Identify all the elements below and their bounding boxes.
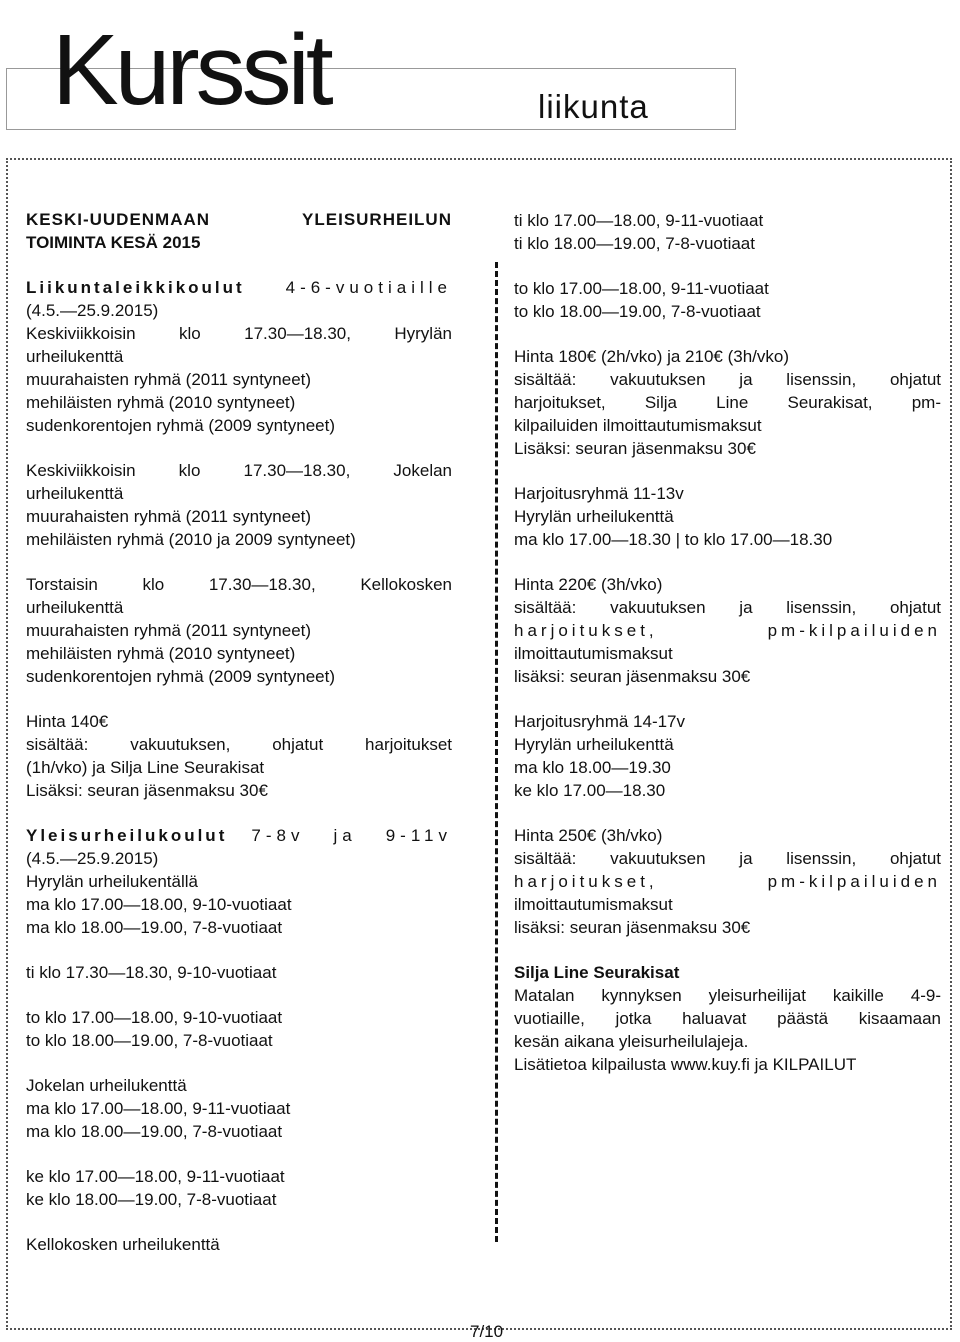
kids-dates: (4.5.—25.9.2015) [26, 301, 159, 320]
silja-line: Matalan kynnyksen yleisurheilijat kaikille 4-9- [514, 986, 941, 1005]
price-line: harjoitukset, Silja Line Seurakisat, pm- [514, 393, 941, 412]
silja-line: kesän aikana yleisurheilulajeja. [514, 1032, 749, 1051]
group-line: Hyrylän urheilukenttä [514, 507, 674, 526]
venue-line: Hyrylän urheilukentällä [26, 872, 198, 891]
schedule-line: urheilukenttä [26, 598, 124, 617]
group-line: Harjoitusryhmä 14-17v [514, 712, 686, 731]
group-line: ke klo 17.00—18.30 [514, 781, 666, 800]
price-line: ilmoittautumismaksut [514, 644, 673, 663]
page-subtitle: liikunta [538, 88, 649, 125]
price-line: ilmoittautumismaksut [514, 895, 673, 914]
group-line: ma klo 17.00—18.30 | to klo 17.00—18.30 [514, 530, 833, 549]
schedule-line: ti klo 17.30—18.30, 9-10-vuotiaat [26, 963, 277, 982]
price-line: harjoitukset, pm-kilpailuiden [514, 621, 941, 640]
school-heading: Yleisurheilukoulut 7-8v ja 9-11v [26, 826, 452, 845]
silja-line: Lisätietoa kilpailusta www.kuy.fi ja KILPAILUT [514, 1055, 857, 1074]
right-column [514, 209, 941, 1076]
schedule-line: to klo 18.00—19.00, 7-8-vuotiaat [514, 302, 761, 321]
schedule-line: ma klo 17.00—18.00, 9-11-vuotiaat [26, 1099, 291, 1118]
schedule-line: ke klo 17.00—18.00, 9-11-vuotiaat [26, 1167, 285, 1186]
schedule-line: ma klo 17.00—18.00, 9-10-vuotiaat [26, 895, 292, 914]
schedule-line: ti klo 18.00—19.00, 7-8-vuotiaat [514, 234, 755, 253]
section-heading-line1: KESKI-UUDENMAAN YLEISURHEILUN [26, 210, 452, 229]
price-line: sisältää: vakuutuksen ja lisenssin, ohjatut [514, 849, 941, 868]
group-line: Harjoitusryhmä 11-13v [514, 484, 684, 503]
schedule-line: urheilukenttä [26, 484, 124, 503]
price-line: lisäksi: seuran jäsenmaksu 30€ [514, 667, 751, 686]
price-line: sisältää: vakuutuksen, ohjatut harjoitukset [26, 735, 452, 754]
venue-line: Kellokosken urheilukenttä [26, 1235, 220, 1254]
section-heading-line2: TOIMINTA KESÄ 2015 [26, 233, 201, 252]
schedule-line: ma klo 18.00—19.00, 7-8-vuotiaat [26, 1122, 283, 1141]
venue-line: Jokelan urheilukenttä [26, 1076, 187, 1095]
silja-line: vuotiaille, jotka haluavat päästä kisaamaan [514, 1009, 941, 1028]
price-line: (1h/vko) ja Silja Line Seurakisat [26, 758, 265, 777]
price-line: sisältää: vakuutuksen ja lisenssin, ohjatut [514, 598, 941, 617]
schedule-line: ma klo 18.00—19.00, 7-8-vuotiaat [26, 918, 283, 937]
kids-heading: Liikuntaleikkikoulut 4-6-vuotiaille [26, 278, 452, 297]
schedule-line: muurahaisten ryhmä (2011 syntyneet) [26, 370, 312, 389]
schedule-line: mehiläisten ryhmä (2010 ja 2009 syntyneet) [26, 530, 356, 549]
schedule-line: Keskiviikkoisin klo 17.30—18.30, Hyrylän [26, 324, 452, 343]
school-dates: (4.5.—25.9.2015) [26, 849, 159, 868]
price-line: Hinta 180€ (2h/vko) ja 210€ (3h/vko) [514, 347, 789, 366]
schedule-line: to klo 18.00—19.00, 7-8-vuotiaat [26, 1031, 273, 1050]
price-line: Lisäksi: seuran jäsenmaksu 30€ [514, 439, 756, 458]
schedule-line: Torstaisin klo 17.30—18.30, Kellokosken [26, 575, 452, 594]
schedule-line: sudenkorentojen ryhmä (2009 syntyneet) [26, 416, 336, 435]
page-title: Kurssit [52, 14, 330, 126]
schedule-line: to klo 17.00—18.00, 9-10-vuotiaat [26, 1008, 283, 1027]
price-line: Lisäksi: seuran jäsenmaksu 30€ [26, 781, 268, 800]
schedule-line: ke klo 18.00—19.00, 7-8-vuotiaat [26, 1190, 277, 1209]
price-line: kilpailuiden ilmoittautumismaksut [514, 416, 762, 435]
price-line: lisäksi: seuran jäsenmaksu 30€ [514, 918, 751, 937]
schedule-line: Keskiviikkoisin klo 17.30—18.30, Jokelan [26, 461, 452, 480]
schedule-line: to klo 17.00—18.00, 9-11-vuotiaat [514, 279, 769, 298]
schedule-line: ti klo 17.00—18.00, 9-11-vuotiaat [514, 211, 764, 230]
schedule-line: muurahaisten ryhmä (2011 syntyneet) [26, 507, 312, 526]
price-line: Hinta 250€ (3h/vko) [514, 826, 663, 845]
column-divider [495, 262, 498, 1242]
price-line: harjoitukset, pm-kilpailuiden [514, 872, 941, 891]
price-line: Hinta 140€ [26, 712, 109, 731]
page-number: 7/10 [470, 1322, 504, 1341]
left-column [26, 208, 452, 1256]
schedule-line: muurahaisten ryhmä (2011 syntyneet) [26, 621, 312, 640]
schedule-line: sudenkorentojen ryhmä (2009 syntyneet) [26, 667, 336, 686]
price-line: Hinta 220€ (3h/vko) [514, 575, 663, 594]
group-line: ma klo 18.00—19.30 [514, 758, 671, 777]
schedule-line: mehiläisten ryhmä (2010 syntyneet) [26, 644, 296, 663]
price-line: sisältää: vakuutuksen ja lisenssin, ohjatut [514, 370, 941, 389]
schedule-line: urheilukenttä [26, 347, 124, 366]
group-line: Hyrylän urheilukenttä [514, 735, 674, 754]
silja-heading: Silja Line Seurakisat [514, 963, 680, 982]
schedule-line: mehiläisten ryhmä (2010 syntyneet) [26, 393, 296, 412]
